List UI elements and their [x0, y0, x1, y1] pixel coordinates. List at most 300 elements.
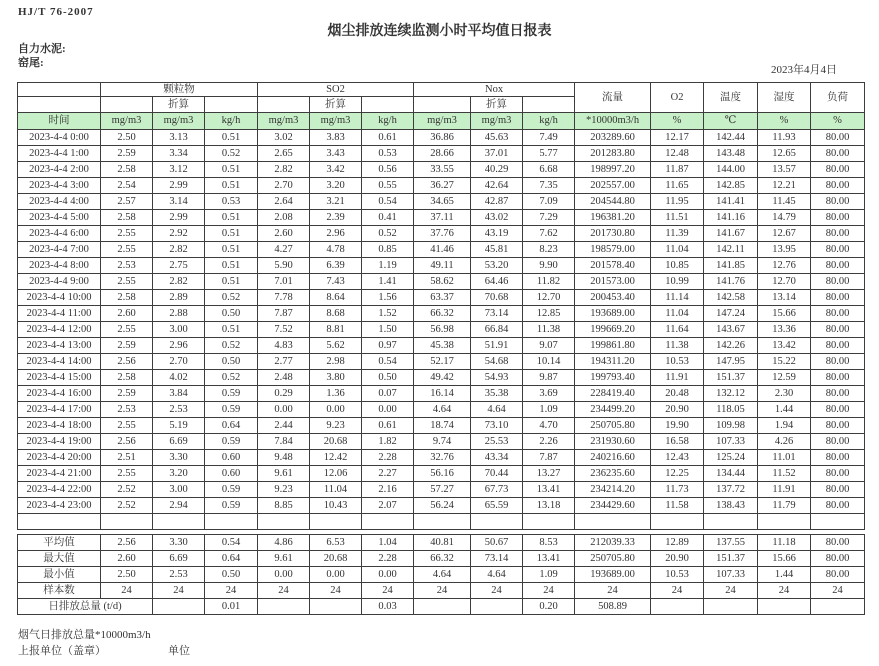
value-cell: 70.68	[471, 290, 523, 306]
value-cell: 0.56	[362, 162, 414, 178]
table-row	[18, 210, 865, 226]
table-row	[18, 418, 865, 434]
summary-value-cell: 20.68	[310, 551, 362, 567]
time-cell: 2023-4-4 20:00	[18, 450, 101, 466]
company-label: 自力水泥:	[18, 43, 66, 55]
summary-value-cell: 2.56	[101, 535, 153, 551]
value-cell: 132.12	[704, 386, 758, 402]
summary-value-cell: 0.00	[258, 567, 310, 583]
value-cell: 80.00	[811, 338, 865, 354]
value-cell: 1.56	[362, 290, 414, 306]
value-cell: 4.64	[414, 402, 471, 418]
value-cell: 11.91	[651, 370, 704, 386]
value-cell: 2.88	[153, 306, 205, 322]
summary-value-cell: 2.53	[153, 567, 205, 583]
value-cell: 9.23	[258, 482, 310, 498]
value-cell: 0.51	[205, 226, 258, 242]
summary-value-cell: 24	[414, 583, 471, 599]
nox-converted-label: 折算	[471, 97, 523, 113]
value-cell: 234429.60	[575, 498, 651, 514]
time-cell: 2023-4-4 12:00	[18, 322, 101, 338]
value-cell: 7.43	[310, 274, 362, 290]
summary-value-cell: 212039.33	[575, 535, 651, 551]
daily-total-label-cell: 日排放总量 (t/d)	[18, 599, 153, 615]
value-cell: 0.52	[205, 338, 258, 354]
value-cell: 11.45	[758, 194, 811, 210]
value-cell: 2.70	[258, 178, 310, 194]
summary-value-cell: 24	[471, 583, 523, 599]
summary-value-cell: 6.53	[310, 535, 362, 551]
value-cell: 2.56	[101, 434, 153, 450]
table-row	[18, 274, 865, 290]
value-cell: 19.90	[651, 418, 704, 434]
header-blank-cell	[523, 97, 575, 113]
value-cell: 2.55	[101, 322, 153, 338]
value-cell: 11.82	[523, 274, 575, 290]
table-row	[18, 226, 865, 242]
summary-label-cell: 平均值	[18, 535, 101, 551]
value-cell: 49.42	[414, 370, 471, 386]
empty-cell	[310, 514, 362, 530]
value-cell: 56.16	[414, 466, 471, 482]
empty-cell	[704, 514, 758, 530]
value-cell: 2.52	[101, 482, 153, 498]
time-cell: 2023-4-4 5:00	[18, 210, 101, 226]
value-cell: 51.91	[471, 338, 523, 354]
value-cell: 2.55	[101, 418, 153, 434]
value-cell: 80.00	[811, 418, 865, 434]
value-cell: 1.94	[758, 418, 811, 434]
value-cell: 8.68	[310, 306, 362, 322]
daily-total-value-cell: 0.03	[362, 599, 414, 615]
value-cell: 2.44	[258, 418, 310, 434]
value-cell: 2.64	[258, 194, 310, 210]
col-header-temp: 温度	[704, 83, 758, 113]
time-cell: 2023-4-4 10:00	[18, 290, 101, 306]
value-cell: 36.27	[414, 178, 471, 194]
value-cell: 0.59	[205, 386, 258, 402]
value-cell: 73.10	[471, 418, 523, 434]
summary-value-cell: 40.81	[414, 535, 471, 551]
daily-total-row	[18, 599, 865, 615]
value-cell: 0.53	[362, 146, 414, 162]
value-cell: 3.84	[153, 386, 205, 402]
value-cell: 4.64	[471, 402, 523, 418]
value-cell: 0.59	[205, 434, 258, 450]
value-cell: 43.34	[471, 450, 523, 466]
header-blank-cell	[362, 97, 414, 113]
value-cell: 10.85	[651, 258, 704, 274]
value-cell: 80.00	[811, 498, 865, 514]
value-cell: 3.13	[153, 130, 205, 146]
time-cell: 2023-4-4 22:00	[18, 482, 101, 498]
value-cell: 3.80	[310, 370, 362, 386]
table-row	[18, 306, 865, 322]
value-cell: 199861.80	[575, 338, 651, 354]
value-cell: 10.99	[651, 274, 704, 290]
table-row	[18, 498, 865, 514]
report-date: 2023年4月4日	[771, 64, 837, 76]
value-cell: 1.19	[362, 258, 414, 274]
col-group-pm: 颗粒物	[101, 83, 258, 97]
time-cell: 2023-4-4 23:00	[18, 498, 101, 514]
value-cell: 2.58	[101, 370, 153, 386]
value-cell: 4.26	[758, 434, 811, 450]
value-cell: 9.07	[523, 338, 575, 354]
time-cell: 2023-4-4 3:00	[18, 178, 101, 194]
header-blank-cell	[258, 97, 310, 113]
unit-cell: %	[811, 113, 865, 130]
value-cell: 0.52	[205, 290, 258, 306]
site-label: 窑尾:	[18, 57, 44, 69]
header-units-row	[18, 113, 865, 130]
summary-value-cell: 66.32	[414, 551, 471, 567]
value-cell: 1.36	[310, 386, 362, 402]
summary-value-cell: 193689.00	[575, 567, 651, 583]
unit-cell: mg/m3	[101, 113, 153, 130]
table-row	[18, 242, 865, 258]
value-cell: 11.52	[758, 466, 811, 482]
summary-value-cell: 4.86	[258, 535, 310, 551]
value-cell: 43.02	[471, 210, 523, 226]
summary-value-cell: 80.00	[811, 535, 865, 551]
value-cell: 142.85	[704, 178, 758, 194]
value-cell: 52.17	[414, 354, 471, 370]
summary-value-cell: 80.00	[811, 567, 865, 583]
value-cell: 2.50	[101, 130, 153, 146]
value-cell: 80.00	[811, 306, 865, 322]
value-cell: 2.75	[153, 258, 205, 274]
value-cell: 13.41	[523, 482, 575, 498]
summary-value-cell: 0.00	[310, 567, 362, 583]
value-cell: 0.54	[362, 354, 414, 370]
value-cell: 3.20	[310, 178, 362, 194]
so2-converted-label: 折算	[310, 97, 362, 113]
daily-total-value-cell	[704, 599, 758, 615]
time-cell: 2023-4-4 16:00	[18, 386, 101, 402]
value-cell: 7.52	[258, 322, 310, 338]
pm-converted-label: 折算	[153, 97, 205, 113]
value-cell: 66.32	[414, 306, 471, 322]
summary-value-cell: 24	[362, 583, 414, 599]
value-cell: 80.00	[811, 274, 865, 290]
summary-value-cell: 250705.80	[575, 551, 651, 567]
report-unit-line	[18, 642, 190, 658]
value-cell: 20.48	[651, 386, 704, 402]
summary-value-cell: 2.28	[362, 551, 414, 567]
value-cell: 11.93	[758, 130, 811, 146]
value-cell: 15.66	[758, 306, 811, 322]
value-cell: 2.53	[101, 258, 153, 274]
table-row	[18, 338, 865, 354]
header-blank-cell	[18, 97, 101, 113]
value-cell: 10.14	[523, 354, 575, 370]
value-cell: 9.87	[523, 370, 575, 386]
summary-row	[18, 583, 865, 599]
value-cell: 4.78	[310, 242, 362, 258]
value-cell: 11.58	[651, 498, 704, 514]
summary-value-cell: 107.33	[704, 567, 758, 583]
table-row	[18, 402, 865, 418]
value-cell: 6.68	[523, 162, 575, 178]
value-cell: 1.52	[362, 306, 414, 322]
value-cell: 28.66	[414, 146, 471, 162]
value-cell: 198997.20	[575, 162, 651, 178]
summary-value-cell: 24	[101, 583, 153, 599]
time-column-header: 时间	[18, 113, 101, 130]
value-cell: 7.09	[523, 194, 575, 210]
value-cell: 3.21	[310, 194, 362, 210]
header-blank-cell	[101, 97, 153, 113]
value-cell: 0.59	[205, 482, 258, 498]
summary-value-cell: 13.41	[523, 551, 575, 567]
value-cell: 2.82	[153, 274, 205, 290]
summary-value-cell: 24	[205, 583, 258, 599]
summary-value-cell: 8.53	[523, 535, 575, 551]
value-cell: 234499.20	[575, 402, 651, 418]
value-cell: 6.69	[153, 434, 205, 450]
empty-cell	[258, 514, 310, 530]
value-cell: 147.24	[704, 306, 758, 322]
value-cell: 12.25	[651, 466, 704, 482]
value-cell: 231930.60	[575, 434, 651, 450]
value-cell: 42.87	[471, 194, 523, 210]
value-cell: 142.58	[704, 290, 758, 306]
table-row	[18, 130, 865, 146]
value-cell: 12.43	[651, 450, 704, 466]
time-cell: 2023-4-4 8:00	[18, 258, 101, 274]
value-cell: 11.64	[651, 322, 704, 338]
daily-total-value-cell	[310, 599, 362, 615]
value-cell: 0.50	[205, 306, 258, 322]
summary-value-cell: 24	[651, 583, 704, 599]
summary-table	[17, 534, 865, 615]
unit-cell: kg/h	[362, 113, 414, 130]
time-cell: 2023-4-4 0:00	[18, 130, 101, 146]
value-cell: 2.89	[153, 290, 205, 306]
value-cell: 63.37	[414, 290, 471, 306]
summary-label-cell: 样本数	[18, 583, 101, 599]
value-cell: 37.11	[414, 210, 471, 226]
value-cell: 80.00	[811, 386, 865, 402]
col-header-o2: O2	[651, 83, 704, 113]
summary-value-cell: 0.64	[205, 551, 258, 567]
value-cell: 3.12	[153, 162, 205, 178]
daily-total-value-cell	[258, 599, 310, 615]
value-cell: 4.83	[258, 338, 310, 354]
value-cell: 10.43	[310, 498, 362, 514]
value-cell: 18.74	[414, 418, 471, 434]
table-row	[18, 466, 865, 482]
value-cell: 2.16	[362, 482, 414, 498]
value-cell: 2.59	[101, 146, 153, 162]
summary-value-cell: 1.04	[362, 535, 414, 551]
value-cell: 2.57	[101, 194, 153, 210]
value-cell: 0.60	[205, 450, 258, 466]
value-cell: 12.67	[758, 226, 811, 242]
unit-cell: kg/h	[205, 113, 258, 130]
value-cell: 0.51	[205, 322, 258, 338]
value-cell: 2.26	[523, 434, 575, 450]
value-cell: 7.49	[523, 130, 575, 146]
value-cell: 12.42	[310, 450, 362, 466]
value-cell: 196381.20	[575, 210, 651, 226]
value-cell: 2.99	[153, 178, 205, 194]
unit-cell: mg/m3	[153, 113, 205, 130]
summary-value-cell: 24	[758, 583, 811, 599]
value-cell: 0.97	[362, 338, 414, 354]
value-cell: 73.14	[471, 306, 523, 322]
value-cell: 144.00	[704, 162, 758, 178]
value-cell: 8.23	[523, 242, 575, 258]
value-cell: 0.54	[362, 194, 414, 210]
table-row	[18, 354, 865, 370]
value-cell: 0.85	[362, 242, 414, 258]
value-cell: 2.60	[101, 306, 153, 322]
value-cell: 80.00	[811, 178, 865, 194]
time-cell: 2023-4-4 6:00	[18, 226, 101, 242]
value-cell: 13.27	[523, 466, 575, 482]
value-cell: 3.00	[153, 482, 205, 498]
value-cell: 58.62	[414, 274, 471, 290]
value-cell: 2.51	[101, 450, 153, 466]
summary-value-cell: 24	[811, 583, 865, 599]
value-cell: 45.63	[471, 130, 523, 146]
summary-value-cell: 2.50	[101, 567, 153, 583]
summary-value-cell: 151.37	[704, 551, 758, 567]
value-cell: 11.38	[651, 338, 704, 354]
value-cell: 0.00	[258, 402, 310, 418]
value-cell: 70.44	[471, 466, 523, 482]
header-blank-cell	[205, 97, 258, 113]
value-cell: 11.14	[651, 290, 704, 306]
value-cell: 12.06	[310, 466, 362, 482]
value-cell: 13.95	[758, 242, 811, 258]
time-cell: 2023-4-4 2:00	[18, 162, 101, 178]
summary-value-cell: 4.64	[471, 567, 523, 583]
header-group-row	[18, 83, 865, 97]
summary-label-cell: 最大值	[18, 551, 101, 567]
value-cell: 2.30	[758, 386, 811, 402]
value-cell: 10.53	[651, 354, 704, 370]
value-cell: 20.90	[651, 402, 704, 418]
value-cell: 7.84	[258, 434, 310, 450]
value-cell: 12.48	[651, 146, 704, 162]
value-cell: 11.01	[758, 450, 811, 466]
empty-cell	[471, 514, 523, 530]
value-cell: 80.00	[811, 354, 865, 370]
table-row	[18, 178, 865, 194]
page-title: 烟尘排放连续监测小时平均值日报表	[327, 24, 552, 39]
flue-total-note: 烟气日排放总量*10000m3/h	[18, 629, 151, 641]
value-cell: 36.86	[414, 130, 471, 146]
unit-cell: kg/h	[523, 113, 575, 130]
value-cell: 49.11	[414, 258, 471, 274]
summary-value-cell: 3.30	[153, 535, 205, 551]
value-cell: 16.14	[414, 386, 471, 402]
summary-value-cell: 80.00	[811, 551, 865, 567]
value-cell: 6.39	[310, 258, 362, 274]
value-cell: 109.98	[704, 418, 758, 434]
value-cell: 142.26	[704, 338, 758, 354]
summary-value-cell: 9.61	[258, 551, 310, 567]
value-cell: 9.23	[310, 418, 362, 434]
empty-cell	[651, 514, 704, 530]
value-cell: 80.00	[811, 258, 865, 274]
summary-value-cell: 24	[704, 583, 758, 599]
unit-cell: mg/m3	[310, 113, 362, 130]
value-cell: 3.02	[258, 130, 310, 146]
value-cell: 201283.80	[575, 146, 651, 162]
empty-cell	[205, 514, 258, 530]
value-cell: 42.64	[471, 178, 523, 194]
summary-row	[18, 567, 865, 583]
value-cell: 11.04	[310, 482, 362, 498]
value-cell: 125.24	[704, 450, 758, 466]
table-row	[18, 434, 865, 450]
col-header-load: 负荷	[811, 83, 865, 113]
value-cell: 37.01	[471, 146, 523, 162]
value-cell: 250705.80	[575, 418, 651, 434]
value-cell: 80.00	[811, 482, 865, 498]
value-cell: 193689.00	[575, 306, 651, 322]
value-cell: 16.58	[651, 434, 704, 450]
value-cell: 11.04	[651, 242, 704, 258]
value-cell: 0.53	[205, 194, 258, 210]
value-cell: 2.27	[362, 466, 414, 482]
time-cell: 2023-4-4 13:00	[18, 338, 101, 354]
value-cell: 80.00	[811, 466, 865, 482]
value-cell: 142.44	[704, 130, 758, 146]
unit-cell: ℃	[704, 113, 758, 130]
time-cell: 2023-4-4 1:00	[18, 146, 101, 162]
time-cell: 2023-4-4 7:00	[18, 242, 101, 258]
value-cell: 13.18	[523, 498, 575, 514]
value-cell: 0.51	[205, 162, 258, 178]
summary-value-cell: 10.53	[651, 567, 704, 583]
value-cell: 53.20	[471, 258, 523, 274]
value-cell: 12.85	[523, 306, 575, 322]
value-cell: 137.72	[704, 482, 758, 498]
unit-label: 单位	[168, 645, 190, 657]
value-cell: 2.59	[101, 386, 153, 402]
value-cell: 45.81	[471, 242, 523, 258]
value-cell: 13.57	[758, 162, 811, 178]
value-cell: 3.69	[523, 386, 575, 402]
unit-cell: %	[758, 113, 811, 130]
value-cell: 80.00	[811, 322, 865, 338]
summary-value-cell: 24	[310, 583, 362, 599]
summary-row	[18, 551, 865, 567]
value-cell: 0.59	[205, 498, 258, 514]
value-cell: 0.51	[205, 178, 258, 194]
summary-value-cell: 73.14	[471, 551, 523, 567]
table-row	[18, 290, 865, 306]
value-cell: 2.07	[362, 498, 414, 514]
table-row	[18, 386, 865, 402]
value-cell: 56.98	[414, 322, 471, 338]
value-cell: 1.09	[523, 402, 575, 418]
empty-cell	[414, 514, 471, 530]
empty-cell	[811, 514, 865, 530]
value-cell: 7.35	[523, 178, 575, 194]
value-cell: 13.36	[758, 322, 811, 338]
daily-total-value-cell: 508.89	[575, 599, 651, 615]
col-group-so2: SO2	[258, 83, 414, 97]
value-cell: 20.68	[310, 434, 362, 450]
value-cell: 141.41	[704, 194, 758, 210]
value-cell: 2.08	[258, 210, 310, 226]
